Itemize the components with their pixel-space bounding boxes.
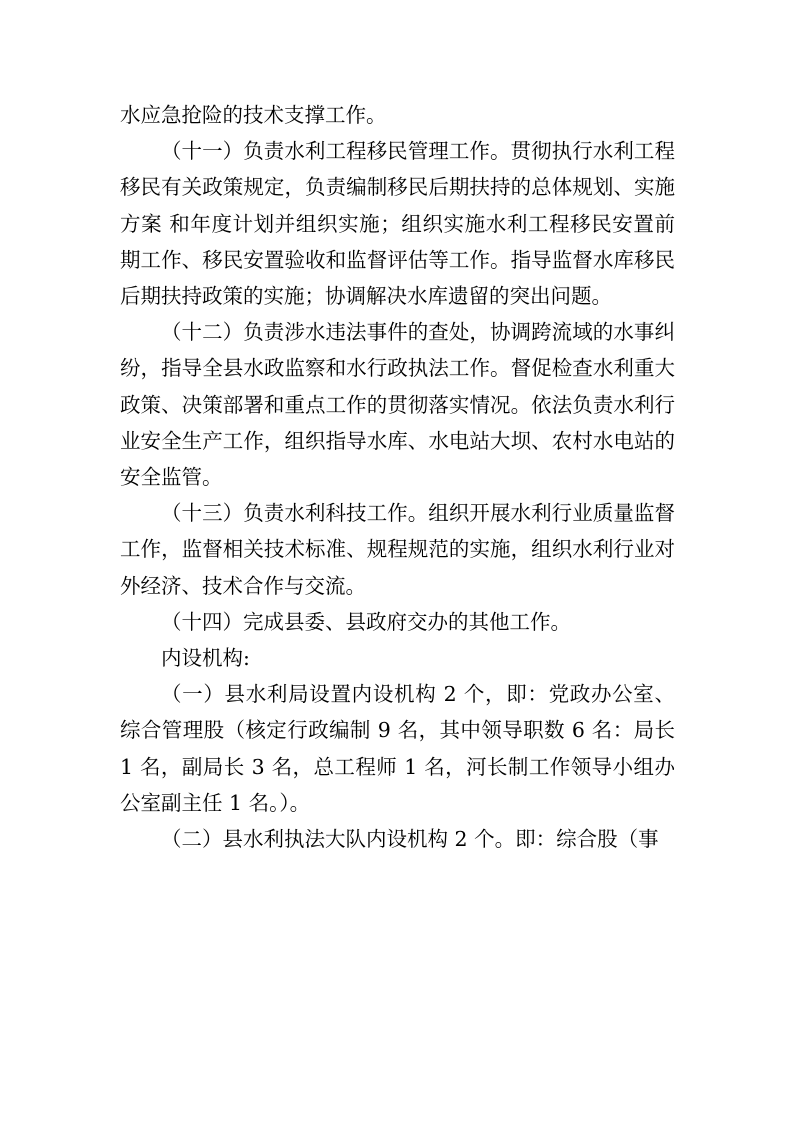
paragraph-continuation: 水应急抢险的技术支撑工作。 bbox=[120, 103, 387, 127]
paragraph-unit-1: （一）县水利局设置内设机构 2 个，即：党政办公室、综合管理股（核定行政编制 9 名，其中领导职数 6 名：局长 1 名，副局长 3 名，总工程师 1 名，河长制工作领导小组办公室副主任 1 名。）。 bbox=[120, 682, 675, 815]
paragraph-unit-2: （二）县水利执法大队内设机构 2 个。即：综合股（事 bbox=[161, 827, 659, 852]
section-heading-internal-units: 内设机构: bbox=[161, 646, 250, 671]
paragraph-item-13: （十三）负责水利科技工作。组织开展水利行业质量监督工作，监督相关技术标准、规程规范的实施，组织水利行业对外经济、技术合作与交流。 bbox=[120, 501, 675, 598]
paragraph-item-11: （十一）负责水利工程移民管理工作。贯彻执行水利工程移民有关政策规定，负责编制移民后期扶持的总体规划、实施方案 和年度计划并组织实施；组织实施水利工程移民安置前期工作、移民安置验收和监督评估等工作。指导监督水库移民后期扶持政策的实施；协调解决水库遗留的突出问题。 bbox=[120, 139, 675, 309]
paragraph-item-12: （十二）负责涉水违法事件的查处，协调跨流域的水事纠纷，指导全县水政监察和水行政执法工作。督促检查水利重大政策、决策部署和重点工作的贯彻落实情况。依法负责水利行业安全生产工作，组织指导水库、水电站大坝、农村水电站的安全监管。 bbox=[120, 320, 675, 490]
paragraph-item-14: （十四）完成县委、县政府交办的其他工作。 bbox=[161, 609, 571, 634]
